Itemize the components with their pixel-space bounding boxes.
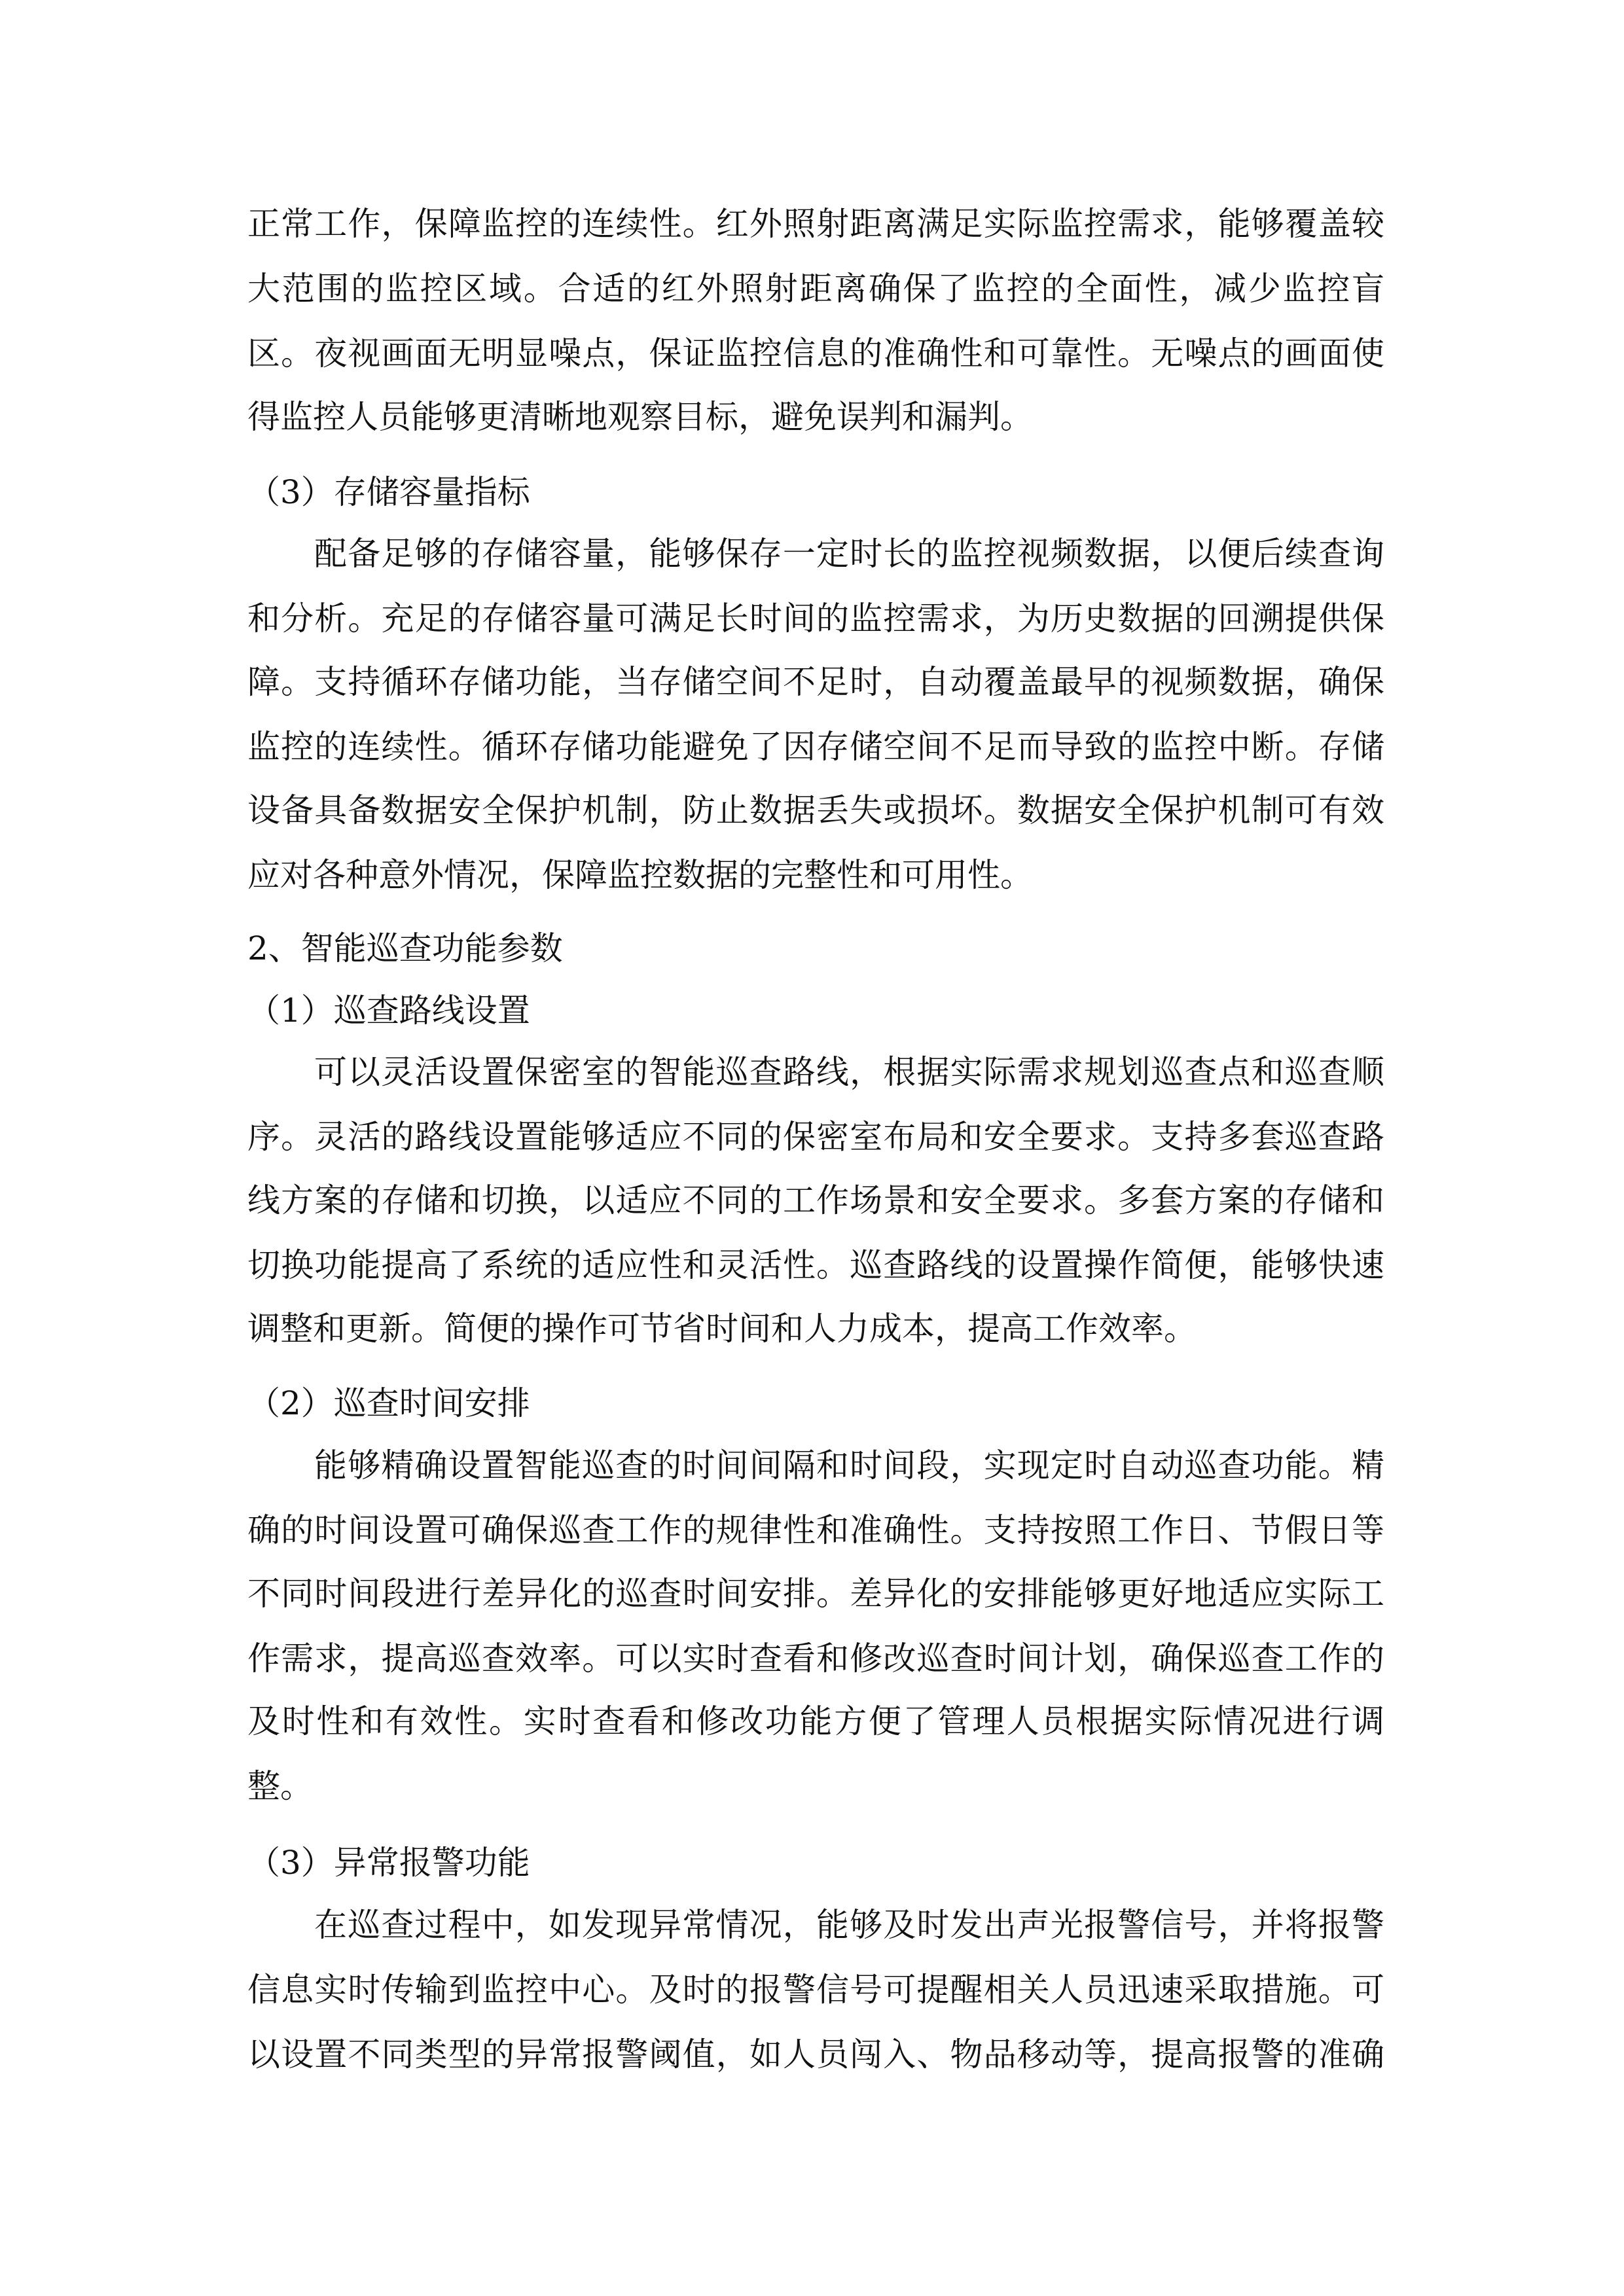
body-text-line: 序。灵活的路线设置能够适应不同的保密室布局和安全要求。支持多套巡查路 (247, 1118, 1384, 1156)
body-text-line: 及时性和有效性。实时查看和修改功能方便了管理人员根据实际情况进行调 (247, 1702, 1384, 1740)
body-text-line: 作需求，提高巡查效率。可以实时查看和修改巡查时间计划，确保巡查工作的 (247, 1640, 1384, 1677)
body-text-line: 得监控人员能够更清晰地观察目标，避免误判和漏判。 (247, 398, 1033, 436)
body-text-line: 监控的连续性。循环存储功能避免了因存储空间不足而导致的监控中断。存储 (247, 728, 1384, 766)
body-text-line: 不同时间段进行差异化的巡查时间安排。差异化的安排能够更好地适应实际工 (247, 1575, 1384, 1613)
body-text-line: 能够精确设置智能巡查的时间间隔和时间段，实现定时自动巡查功能。精 (314, 1446, 1384, 1484)
body-text-line: 确的时间设置可确保巡查工作的规律性和准确性。支持按照工作日、节假日等 (247, 1511, 1384, 1549)
body-text-line: 可以灵活设置保密室的智能巡查路线，根据实际需求规划巡查点和巡查顺 (314, 1053, 1384, 1091)
subsection-heading: （2）巡查时间安排 (247, 1384, 530, 1422)
body-text-line: 和分析。充足的存储容量可满足长时间的监控需求，为历史数据的回溯提供保 (247, 600, 1384, 637)
section-heading: （3）存储容量指标 (247, 473, 530, 511)
body-text-line: 以设置不同类型的异常报警阈值，如人员闯入、物品移动等，提高报警的准确 (247, 2036, 1384, 2073)
body-text-line: 区。夜视画面无明显噪点，保证监控信息的准确性和可靠性。无噪点的画面使 (247, 334, 1384, 372)
subsection-heading: （1）巡查路线设置 (247, 992, 530, 1030)
body-text-line: 整。 (247, 1767, 313, 1805)
subsection-heading: （3）异常报警功能 (247, 1844, 530, 1882)
body-text-line: 大范围的监控区域。合适的红外照射距离确保了监控的全面性，减少监控盲 (247, 270, 1384, 308)
body-text-line: 正常工作，保障监控的连续性。红外照射距离满足实际监控需求，能够覆盖较 (247, 205, 1384, 243)
body-text-line: 在巡查过程中，如发现异常情况，能够及时发出声光报警信号，并将报警 (314, 1906, 1384, 1944)
body-text-line: 调整和更新。简便的操作可节省时间和人力成本，提高工作效率。 (247, 1310, 1197, 1348)
body-text-line: 配备足够的存储容量，能够保存一定时长的监控视频数据，以便后续查询 (314, 535, 1384, 573)
body-text-line: 信息实时传输到监控中心。及时的报警信号可提醒相关人员迅速采取措施。可 (247, 1971, 1384, 2009)
body-text-line: 设备具备数据安全保护机制，防止数据丢失或损坏。数据安全保护机制可有效 (247, 791, 1384, 829)
body-text-line: 切换功能提高了系统的适应性和灵活性。巡查路线的设置操作简便，能够快速 (247, 1246, 1384, 1284)
section-heading: 2、智能巡查功能参数 (247, 929, 563, 967)
body-text-line: 障。支持循环存储功能，当存储空间不足时，自动覆盖最早的视频数据，确保 (247, 663, 1384, 701)
body-text-line: 应对各种意外情况，保障监控数据的完整性和可用性。 (247, 856, 1033, 894)
body-text-line: 线方案的存储和切换，以适应不同的工作场景和安全要求。多套方案的存储和 (247, 1181, 1384, 1219)
